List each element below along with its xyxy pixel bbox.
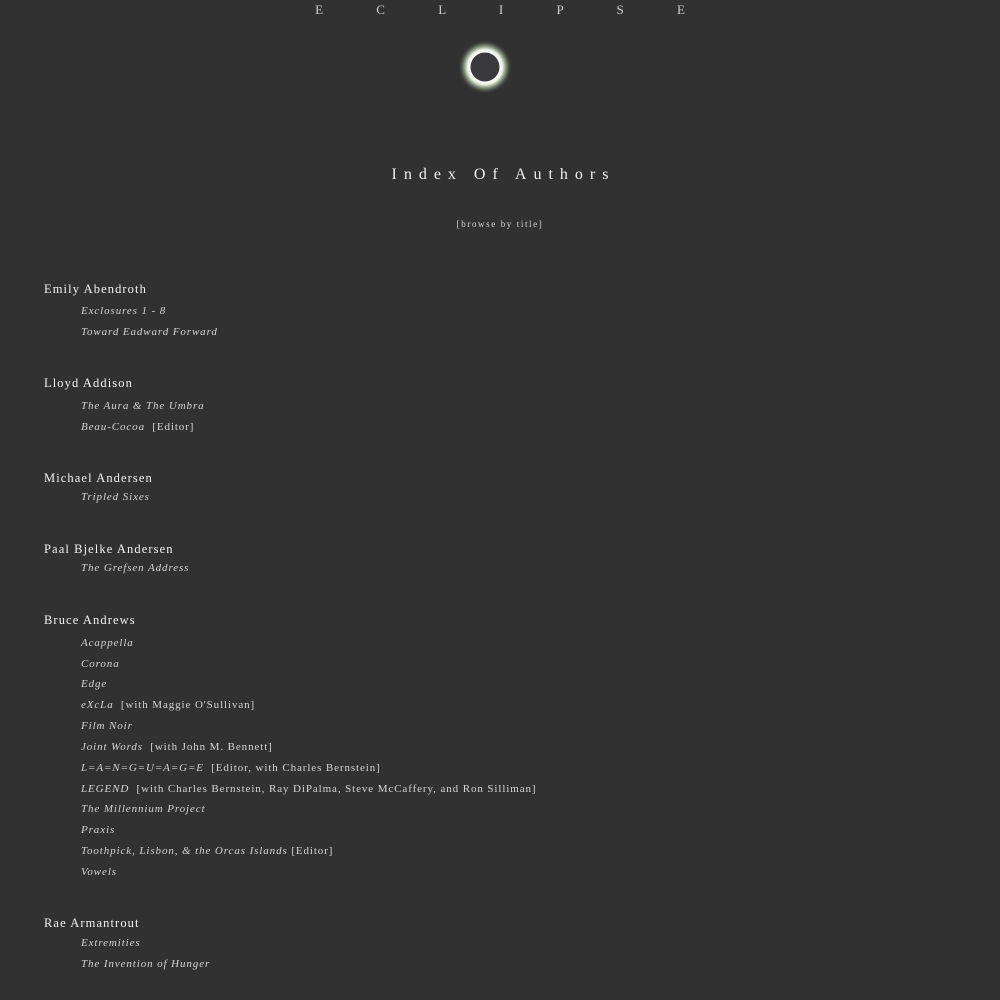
- work-title-link[interactable]: L=A=N=G=U=A=G=E: [81, 762, 204, 774]
- author-name-link[interactable]: Emily Abendroth: [44, 282, 147, 296]
- work-title-link[interactable]: LEGEND: [81, 783, 130, 795]
- work-item: [81, 325, 218, 339]
- site-title[interactable]: E C L I P S E: [315, 2, 710, 17]
- author-name-link[interactable]: Bruce Andrews: [44, 613, 136, 627]
- work-title-link[interactable]: Exclosures 1 - 8: [81, 305, 167, 317]
- author-name-link[interactable]: Rae Armantrout: [44, 916, 140, 930]
- work-item: [81, 561, 189, 575]
- work-title-link[interactable]: Edge: [81, 678, 108, 690]
- author-entry: [44, 611, 944, 878]
- page-title: Index Of Authors: [391, 166, 616, 183]
- work-title-link[interactable]: Acappella: [81, 637, 134, 649]
- author-entry: [44, 469, 944, 503]
- work-title-link[interactable]: The Grefsen Address: [81, 562, 190, 574]
- work-item: [81, 761, 381, 775]
- work-title-link[interactable]: Joint Words: [81, 741, 143, 753]
- author-entry: [44, 374, 944, 433]
- work-item: [81, 657, 120, 671]
- work-note: [with Maggie O'Sullivan]: [120, 699, 256, 711]
- work-title-link[interactable]: The Invention of Hunger: [81, 958, 211, 970]
- author-entry: [44, 280, 944, 338]
- work-item: [81, 719, 133, 733]
- work-note: [Editor]: [152, 421, 195, 433]
- work-item: [81, 304, 166, 318]
- work-item: [81, 936, 141, 950]
- work-title-link[interactable]: The Aura & The Umbra: [81, 400, 205, 412]
- work-item: [81, 957, 210, 971]
- author-entry: [44, 540, 944, 574]
- work-title-link[interactable]: Vowels: [81, 866, 117, 878]
- browse-by-title-link: [0, 219, 1000, 229]
- work-title-link[interactable]: Beau-Cocoa: [81, 421, 145, 433]
- work-note: [with John M. Bennett]: [150, 741, 273, 753]
- work-item: [81, 420, 194, 434]
- work-item: [81, 802, 205, 816]
- work-note: [with Charles Bernstein, Ray DiPalma, Steve McCaffery, and Ron Silliman]: [136, 783, 537, 795]
- eclipse-icon[interactable]: [458, 40, 512, 94]
- work-note: [Editor, with Charles Bernstein]: [211, 762, 381, 774]
- work-title-link[interactable]: Extremities: [81, 937, 141, 949]
- work-title-link[interactable]: Toothpick, Lisbon, & the Orcas Islands: [81, 845, 288, 857]
- work-item: [81, 782, 536, 796]
- work-note: [Editor]: [291, 845, 334, 857]
- work-title-link[interactable]: Corona: [81, 658, 120, 670]
- work-title-link[interactable]: The Millennium Project: [81, 803, 206, 815]
- author-entry: [44, 914, 944, 970]
- work-title-link[interactable]: Praxis: [81, 824, 116, 836]
- work-item: [81, 844, 333, 858]
- work-title-link[interactable]: Toward Eadward Forward: [81, 326, 218, 338]
- work-item: [81, 677, 107, 691]
- work-title-link[interactable]: eXcLa: [81, 699, 114, 711]
- work-title-link[interactable]: Film Noir: [81, 720, 133, 732]
- work-item: [81, 740, 273, 754]
- browse-by-title-button[interactable]: [browse by title]: [456, 219, 544, 229]
- work-title-link[interactable]: Tripled Sixes: [81, 491, 150, 503]
- work-item: [81, 399, 205, 413]
- work-item: [81, 490, 150, 504]
- work-item: [81, 698, 255, 712]
- work-item: [81, 636, 134, 650]
- work-item: [81, 865, 117, 879]
- author-name-link[interactable]: Michael Andersen: [44, 471, 153, 485]
- author-name-link[interactable]: Paal Bjelke Andersen: [44, 542, 174, 556]
- author-name-link[interactable]: Lloyd Addison: [44, 376, 133, 390]
- work-item: [81, 823, 115, 837]
